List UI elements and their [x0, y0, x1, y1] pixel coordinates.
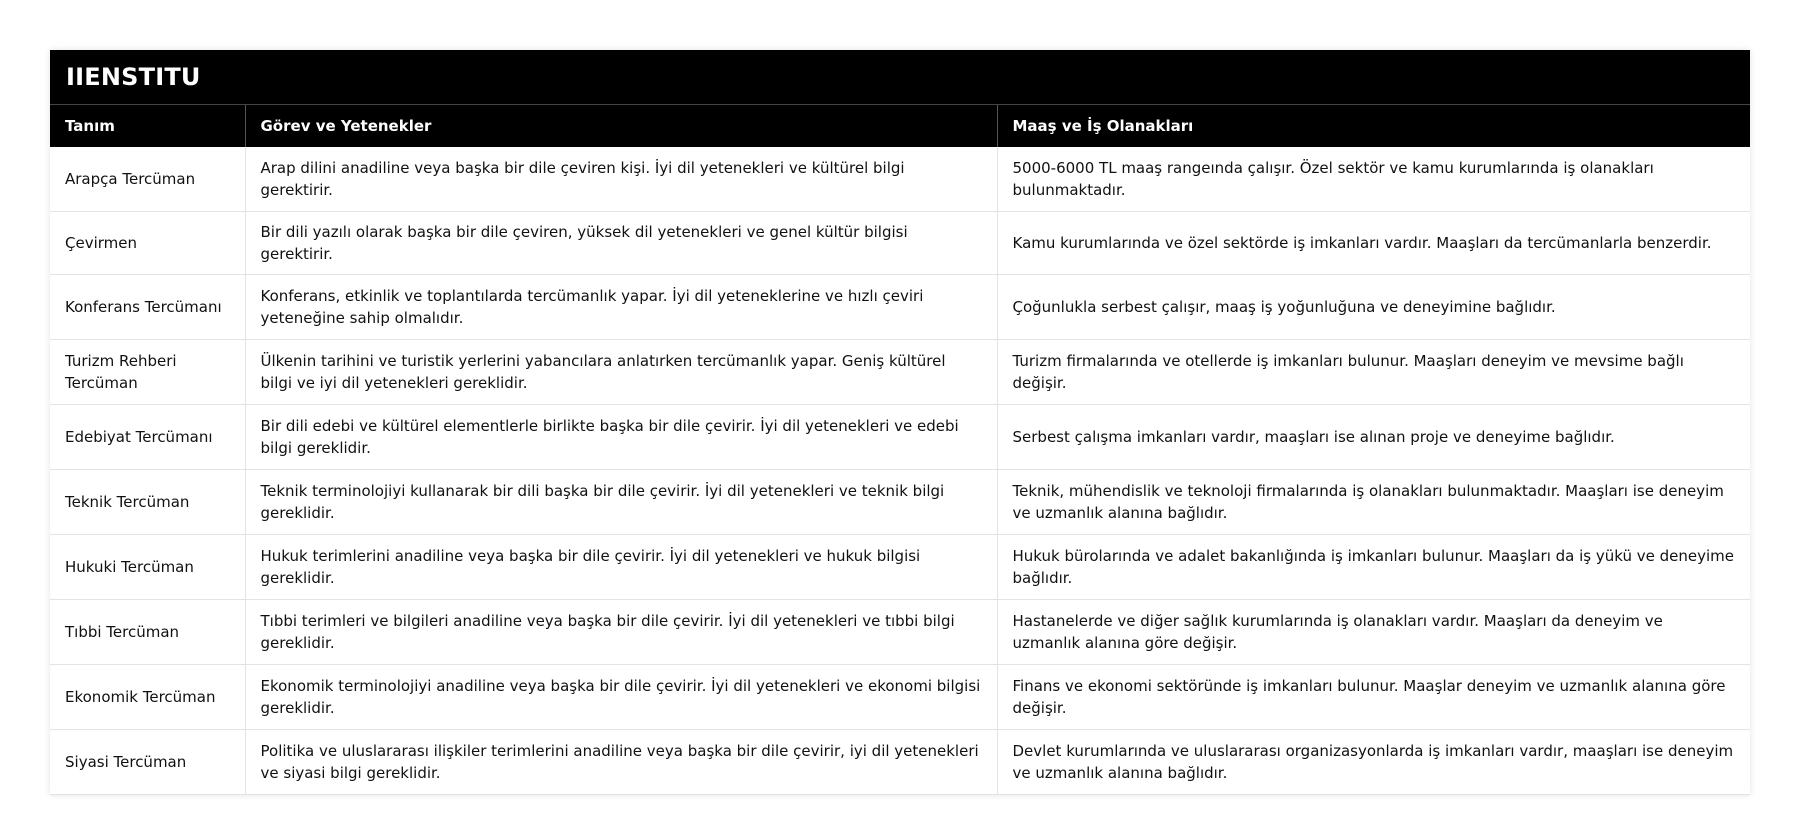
table-row — [50, 535, 1750, 600]
cell-maas: 5000-6000 TL maaş rangeında çalışır. Özel sektör ve kamu kurumlarında iş olanakları bulunmaktadır. — [997, 147, 1750, 212]
table-row — [50, 665, 1750, 730]
cell-tanim: Turizm Rehberi Tercüman — [50, 340, 245, 405]
cell-gorev: Tıbbi terimleri ve bilgileri anadiline veya başka bir dile çevirir. İyi dil yetenekleri ve tıbbi bilgi gereklidir. — [245, 600, 997, 665]
table-row — [50, 405, 1750, 470]
cell-maas: Çoğunlukla serbest çalışır, maaş iş yoğunluğuna ve deneyimine bağlıdır. — [997, 275, 1750, 340]
cell-gorev: Bir dili yazılı olarak başka bir dile çeviren, yüksek dil yetenekleri ve genel kültür bilgisi gerektirir. — [245, 212, 997, 275]
column-header-tanim: Tanım — [50, 105, 245, 147]
cell-gorev: Hukuk terimlerini anadiline veya başka bir dile çevirir. İyi dil yetenekleri ve hukuk bilgisi gereklidir. — [245, 535, 997, 600]
table-body — [50, 147, 1750, 795]
cell-tanim: Ekonomik Tercüman — [50, 665, 245, 730]
table-card — [50, 50, 1750, 795]
column-header-gorev: Görev ve Yetenekler — [245, 105, 997, 147]
table-row — [50, 600, 1750, 665]
brand-title: IIENSTITU — [50, 50, 1750, 104]
table-row — [50, 275, 1750, 340]
cell-tanim: Çevirmen — [50, 212, 245, 275]
header-row — [50, 105, 1750, 147]
table-row — [50, 147, 1750, 212]
table-header — [50, 105, 1750, 147]
cell-maas: Teknik, mühendislik ve teknoloji firmalarında iş olanakları bulunmaktadır. Maaşları ise deneyim ve uzmanlık alanına bağlıdır. — [997, 470, 1750, 535]
cell-gorev: Konferans, etkinlik ve toplantılarda tercümanlık yapar. İyi dil yeteneklerine ve hızlı çeviri yeteneğine sahip olmalıdır. — [245, 275, 997, 340]
cell-tanim: Siyasi Tercüman — [50, 730, 245, 795]
career-table — [50, 104, 1750, 795]
table-row — [50, 340, 1750, 405]
cell-tanim: Teknik Tercüman — [50, 470, 245, 535]
cell-maas: Kamu kurumlarında ve özel sektörde iş imkanları vardır. Maaşları da tercümanlarla benzerdir. — [997, 212, 1750, 275]
cell-maas: Finans ve ekonomi sektöründe iş imkanları bulunur. Maaşlar deneyim ve uzmanlık alanına göre değişir. — [997, 665, 1750, 730]
cell-tanim: Edebiyat Tercümanı — [50, 405, 245, 470]
cell-gorev: Arap dilini anadiline veya başka bir dile çeviren kişi. İyi dil yetenekleri ve kültürel bilgi gerektirir. — [245, 147, 997, 212]
table-row — [50, 470, 1750, 535]
cell-tanim: Konferans Tercümanı — [50, 275, 245, 340]
cell-maas: Turizm firmalarında ve otellerde iş imkanları bulunur. Maaşları deneyim ve mevsime bağlı değişir. — [997, 340, 1750, 405]
cell-maas: Hukuk bürolarında ve adalet bakanlığında iş imkanları bulunur. Maaşları da iş yükü ve deneyime bağlıdır. — [997, 535, 1750, 600]
cell-tanim: Hukuki Tercüman — [50, 535, 245, 600]
cell-maas: Devlet kurumlarında ve uluslararası organizasyonlarda iş imkanları vardır, maaşları ise deneyim ve uzmanlık alanına bağlıdır. — [997, 730, 1750, 795]
cell-gorev: Ekonomik terminolojiyi anadiline veya başka bir dile çevirir. İyi dil yetenekleri ve ekonomi bilgisi gereklidir. — [245, 665, 997, 730]
cell-tanim: Tıbbi Tercüman — [50, 600, 245, 665]
cell-gorev: Bir dili edebi ve kültürel elementlerle birlikte başka bir dile çevirir. İyi dil yetenekleri ve edebi bilgi gereklidir. — [245, 405, 997, 470]
cell-gorev: Ülkenin tarihini ve turistik yerlerini yabancılara anlatırken tercümanlık yapar. Geniş kültürel bilgi ve iyi dil yetenekleri gereklidir. — [245, 340, 997, 405]
table-row — [50, 730, 1750, 795]
cell-tanim: Arapça Tercüman — [50, 147, 245, 212]
cell-maas: Serbest çalışma imkanları vardır, maaşları ise alınan proje ve deneyime bağlıdır. — [997, 405, 1750, 470]
cell-maas: Hastanelerde ve diğer sağlık kurumlarında iş olanakları vardır. Maaşları da deneyim ve uzmanlık alanına göre değişir. — [997, 600, 1750, 665]
column-header-maas: Maaş ve İş Olanakları — [997, 105, 1750, 147]
table-row — [50, 212, 1750, 275]
cell-gorev: Teknik terminolojiyi kullanarak bir dili başka bir dile çevirir. İyi dil yetenekleri ve teknik bilgi gereklidir. — [245, 470, 997, 535]
cell-gorev: Politika ve uluslararası ilişkiler terimlerini anadiline veya başka bir dile çevirir, iyi dil yetenekleri ve siyasi bilgi gereklidir. — [245, 730, 997, 795]
